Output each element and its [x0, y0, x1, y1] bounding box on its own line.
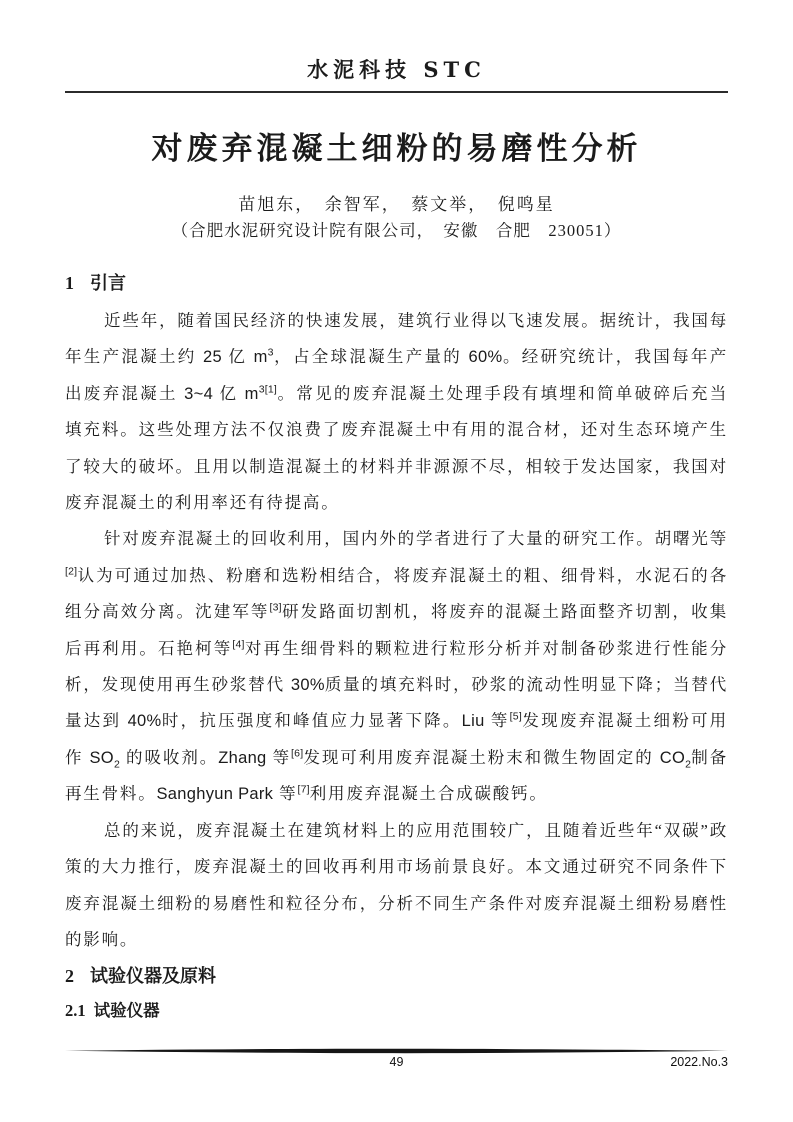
section-heading-equipment	[65, 1001, 728, 1022]
section-title: 引言	[90, 272, 126, 293]
affiliation-line: （合肥水泥研究设计院有限公司， 安徽 合肥 230051）	[171, 221, 622, 241]
section-title: 试验仪器	[93, 1001, 160, 1020]
section-heading-equipment-materials	[65, 965, 728, 988]
authors-line: 苗旭东， 余智军， 蔡文举， 倪鸣星	[238, 195, 555, 215]
journal-name: 水泥科技 STC	[307, 57, 486, 82]
paragraph-3: 总的来说，废弃混凝土在建筑材料上的应用范围较广，且随着近些年“双碳”政策的大力推行，废弃混凝土的回收再利用市场前景良好。本文通过研究不同条件下废弃混凝土细粉的易磨性和粒径分布，分析不同生产条件对废弃混凝土细粉易磨性的影响。	[65, 820, 728, 949]
paragraph-2: 针对废弃混凝土的回收利用，国内外的学者进行了大量的研究工作。胡曙光等[2]认为可通过加热、粉磨和选粉相结合，将废弃混凝土的粗、细骨料，水泥石的各组分高效分离。沈建军等[3]研发路面切割机，将废弃的混凝土路面整齐切割，收集后再利用。石艳柯等[4]对再生细骨料的颗粒进行粒形分析并对制备砂浆进行性能分析，发现使用再生砂浆替代 30%质量的填充料时，砂浆的流动性明显下降；当替代量达到 40%时，抗压强度和峰值应力显著下降。Liu 等[5]发现废弃混凝土细粉可用作 $SO_2$ 的吸收剂。Zhang 等[6]发现可利用废弃混凝土粉末和微生物固定的 $CO_2$制备再生骨料。Sanghyun Park 等[7]利用废弃混凝土合成碳酸钙。	[65, 529, 729, 804]
section-number: 2	[65, 966, 74, 987]
header-rule	[65, 91, 728, 93]
introduction-text	[65, 303, 728, 958]
paragraph-1: 近些年，随着国民经济的快速发展，建筑行业得以飞速发展。据统计，我国每年生产混凝土约 25 亿 $m^3$，占全球混凝生产量的 60%。经研究统计，我国每年产出废弃混凝土 3~4 亿 $m^{3[1]}$。常见的废弃混凝土处理手段有填埋和简单破碎后充当填充料。这些处理方法不仅浪费了废弃混凝土中有用的混合材，还对生态环境产生了较大的破坏。且用以制造混凝土的材料并非源源不尽，相较于发达国家，我国对废弃混凝土的利用率还有待提高。	[65, 311, 728, 513]
section-number: 2.1	[65, 1000, 86, 1020]
article-body	[65, 129, 728, 1021]
page-footer	[65, 1048, 728, 1069]
section-title: 试验仪器及原料	[90, 966, 216, 987]
page-number: 49	[389, 1055, 404, 1069]
issue-label: 2022.No.3	[670, 1055, 728, 1069]
section-number: 1	[65, 272, 74, 293]
page-title: 对废弃混凝土细粉的易磨性分析	[151, 131, 642, 166]
section-heading-introduction	[65, 272, 728, 295]
page-header	[65, 0, 728, 93]
footer-rule	[65, 1048, 728, 1054]
footer-row	[65, 1055, 728, 1069]
